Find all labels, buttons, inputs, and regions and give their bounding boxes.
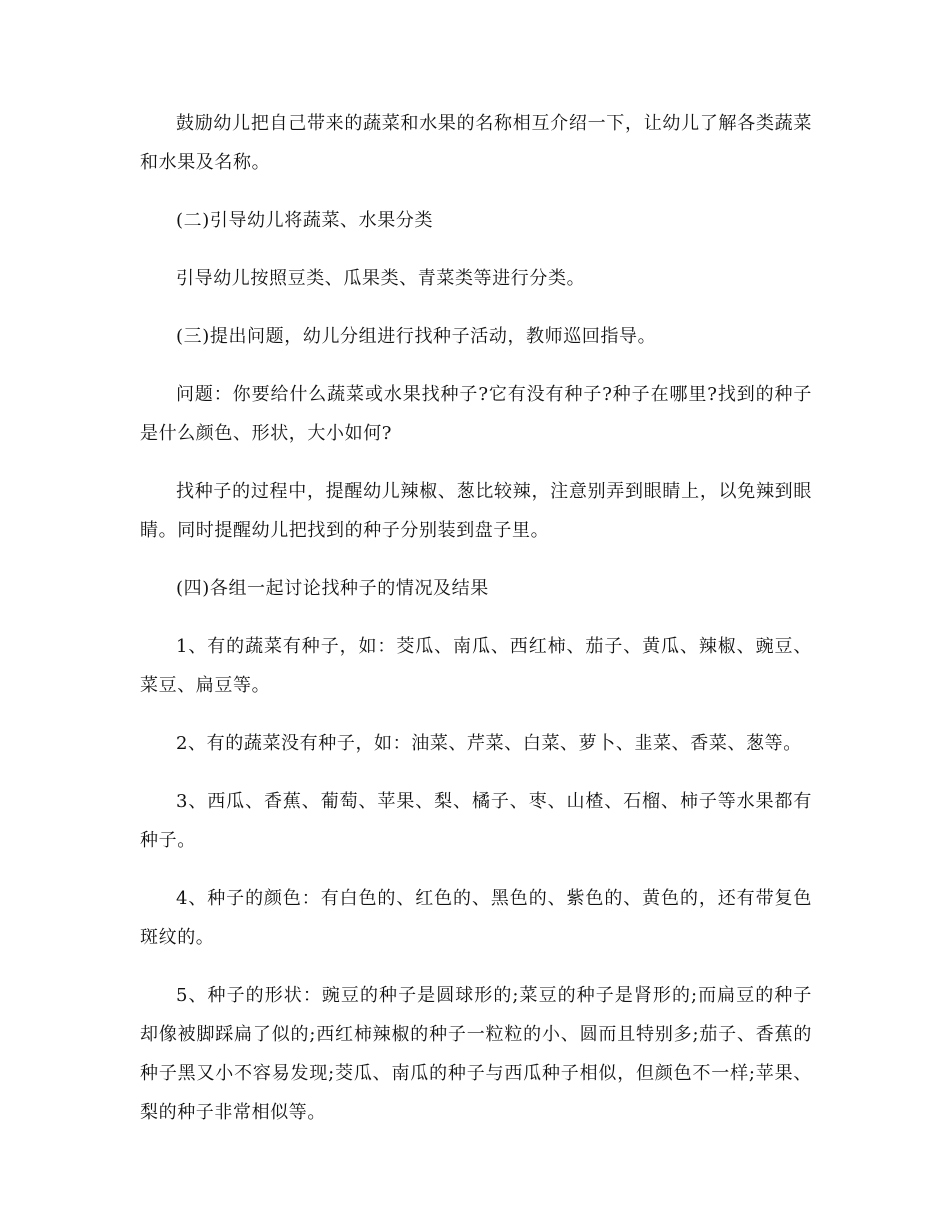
section-heading-2: (二)引导幼儿将蔬菜、水果分类 [176, 210, 434, 231]
list-item-1: 1、有的蔬菜有种子，如：茭瓜、南瓜、西红柿、茄子、黄瓜、辣椒、豌豆、菜豆、扁豆等。 [140, 636, 812, 696]
paragraph-safety: 找种子的过程中，提醒幼儿辣椒、葱比较辣，注意别弄到眼睛上，以免辣到眼睛。同时提醒幼儿把找到的种子分别装到盘子里。 [140, 481, 812, 541]
section-heading-3: (三)提出问题，幼儿分组进行找种子活动，教师巡回指导。 [176, 326, 657, 347]
paragraph-intro: 鼓励幼儿把自己带来的蔬菜和水果的名称相互介绍一下，让幼儿了解各类蔬菜和水果及名称。 [140, 113, 812, 173]
paragraph-classify: 引导幼儿按照豆类、瓜果类、青菜类等进行分类。 [176, 268, 586, 289]
list-item-5: 5、种子的形状：豌豆的种子是圆球形的;菜豆的种子是肾形的;而扁豆的种子却像被脚踩扁了似的;西红柿辣椒的种子一粒粒的小、圆而且特别多;茄子、香蕉的种子黑又小不容易发现;茭瓜、南瓜的种子与西瓜种子相似，但颜色不一样;苹果、梨的种子非常相似等。 [140, 985, 812, 1123]
paragraph-questions: 问题：你要给什么蔬菜或水果找种子?它有没有种子?种子在哪里?找到的种子是什么颜色、形状，大小如何? [140, 384, 812, 444]
section-heading-4: (四)各组一起讨论找种子的情况及结果 [176, 578, 489, 599]
list-item-2: 2、有的蔬菜没有种子，如：油菜、芹菜、白菜、萝卜、韭菜、香菜、葱等。 [176, 733, 802, 754]
list-item-3: 3、西瓜、香蕉、葡萄、苹果、梨、橘子、枣、山楂、石榴、柿子等水果都有种子。 [140, 791, 812, 851]
list-item-4: 4、种子的颜色：有白色的、红色的、黑色的、紫色的、黄色的，还有带复色斑纹的。 [140, 888, 812, 948]
document-body [140, 104, 812, 1151]
